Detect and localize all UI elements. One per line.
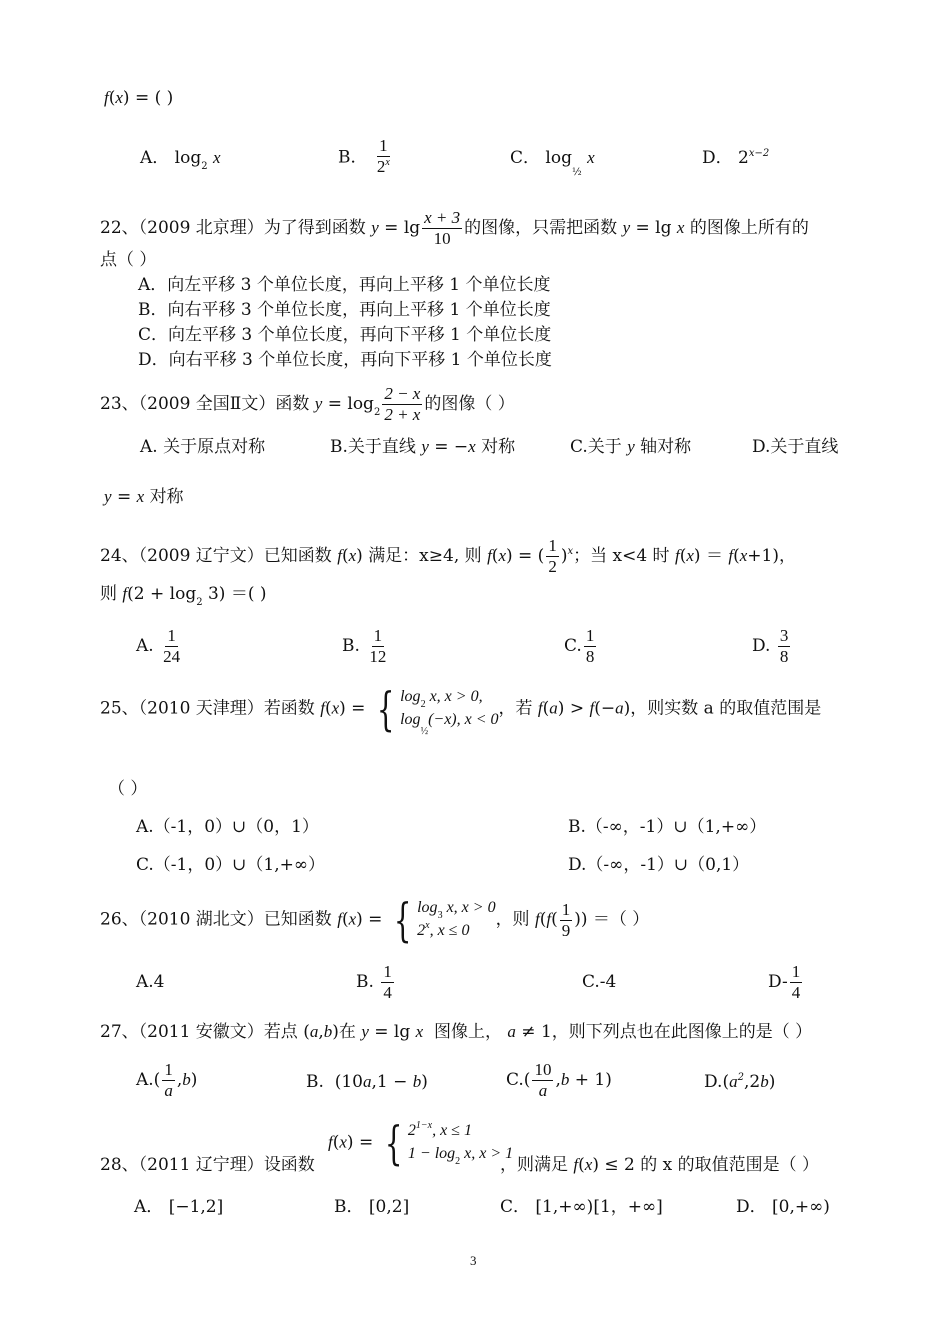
q22-option-b: B．向右平移 3 个单位长度，再向上平移 1 个单位长度 — [138, 300, 551, 320]
q23-option-d-wrap: y = x 对称 — [104, 487, 184, 507]
q26-option-a: A.4 — [136, 972, 165, 992]
q26-option-c: C.-4 — [582, 972, 617, 992]
q25-option-b: B.（-∞，-1）∪（1,+∞） — [568, 817, 767, 837]
q27-option-d: $D.(a^2,2b)$ — [704, 1072, 776, 1092]
q21-stem: f(x) = ( ) — [104, 88, 174, 108]
q27-option-a: A.( $\frac{1}{a}$ ,b) — [136, 1060, 198, 1100]
q21-option-b: B． $\frac{1}{2^x}$ — [338, 136, 390, 176]
q28-option-d: D． [0,+∞) — [736, 1197, 830, 1217]
q24-option-c: C. $\frac{1}{8}$ — [564, 626, 595, 666]
q24-stem-line2: 则 $f(2 + \log_2 3)$ ＝( ) — [100, 584, 267, 608]
q21-option-a: A． $\log_2 x$ — [140, 148, 221, 172]
q23-option-c: C.关于 y 轴对称 — [570, 437, 692, 457]
q25-option-d: D.（-∞，-1）∪（0,1） — [568, 855, 750, 875]
q24-stem: 24、（2009 辽宁文）已知函数 f(x) 满足：x≥4, 则 f(x) = ( $\frac{1}{2}$ )$^x$；当 x<4 时 f(x) ＝ f(x+1)， — [100, 536, 796, 576]
q27-option-c: C.( $\frac{10}{a}$ ,b + 1) — [506, 1060, 612, 1100]
q24-option-b: B. $\frac{1}{12}$ — [342, 626, 387, 666]
q28-option-a: A． [−1,2] — [134, 1197, 224, 1217]
q25-stem: 25、（2010 天津理）若函数 f(x) = { $\log_2 x$, x > 0, $\log_{\frac{1}{2}}(-x)$, x < 0 ，若 f(a) > f(−a)，则实数 a 的取值范围是 — [100, 682, 822, 737]
q27-option-b: B. (10a,1 − b) — [306, 1072, 428, 1092]
q24-option-a: A. $\frac{1}{24}$ — [136, 626, 181, 666]
q23-option-a: A. 关于原点对称 — [140, 437, 266, 457]
q28-option-b: B． [0,2] — [334, 1197, 410, 1217]
q22-stem-line2: 点（ ） — [100, 250, 157, 270]
q21-option-d: D． $2^{x-2}$ — [702, 148, 770, 168]
q26-stem: 26、（2010 湖北文）已知函数 f(x) = { $\log_3 x$, x > 0 2$^x$, x ≤ 0 ，则 f(f( $\frac{1}{9}$ )) ＝（ ） — [100, 893, 650, 947]
q23-option-d: D.关于直线 — [752, 437, 839, 457]
q25-option-c: C.（-1，0）∪（1,+∞） — [136, 855, 326, 875]
q22-option-d: D．向右平移 3 个单位长度，再向下平移 1 个单位长度 — [138, 350, 552, 370]
q22-option-c: C．向左平移 3 个单位长度，再向下平移 1 个单位长度 — [138, 325, 552, 345]
q21-option-c: C． $\log_{\frac{1}{2}} x$ — [510, 148, 595, 178]
q22-option-a: A．向左平移 3 个单位长度，再向上平移 1 个单位长度 — [138, 275, 551, 295]
q23-option-b: B.关于直线 y = −x 对称 — [330, 437, 516, 457]
q23-stem: 23、（2009 全国Ⅱ文）函数 $y = \log_2$ $\frac{2 - x}{2 + x}$ 的图像（ ） — [100, 384, 515, 424]
q28-stem: 28、（2011 辽宁理）设函数 — [100, 1155, 315, 1175]
q25-option-a: A.（-1，0）∪（0，1） — [136, 817, 319, 837]
q26-option-d: D- $\frac{1}{4}$ — [768, 962, 801, 1002]
q26-option-b: B. $\frac{1}{4}$ — [356, 962, 392, 1002]
q27-stem: 27、（2011 安徽文）若点 (a,b)在 y = lg x 图像上， a ≠ 1，则下列点也在此图像上的是（ ） — [100, 1022, 813, 1042]
q22-stem: 22、（2009 北京理）为了得到函数 y = lg $\frac{x + 3}{10}$ 的图像，只需把函数 y = lg x 的图像上所有的 — [100, 208, 809, 248]
q24-option-d: D. $\frac{3}{8}$ — [752, 626, 789, 666]
q28-stem-tail: ，则满足 f(x) ≤ 2 的 x 的取值范围是（ ） — [500, 1155, 820, 1175]
q25-stem-line2: （ ） — [108, 779, 148, 799]
q28-option-c: C． [1,+∞)[1，+∞] — [500, 1197, 663, 1217]
q28-function-def: f(x) = { $2^{1-x}$, x ≤ 1 $1 - \log_2 x$, x > 1 — [328, 1116, 514, 1170]
page-number: 3 — [470, 1253, 477, 1268]
